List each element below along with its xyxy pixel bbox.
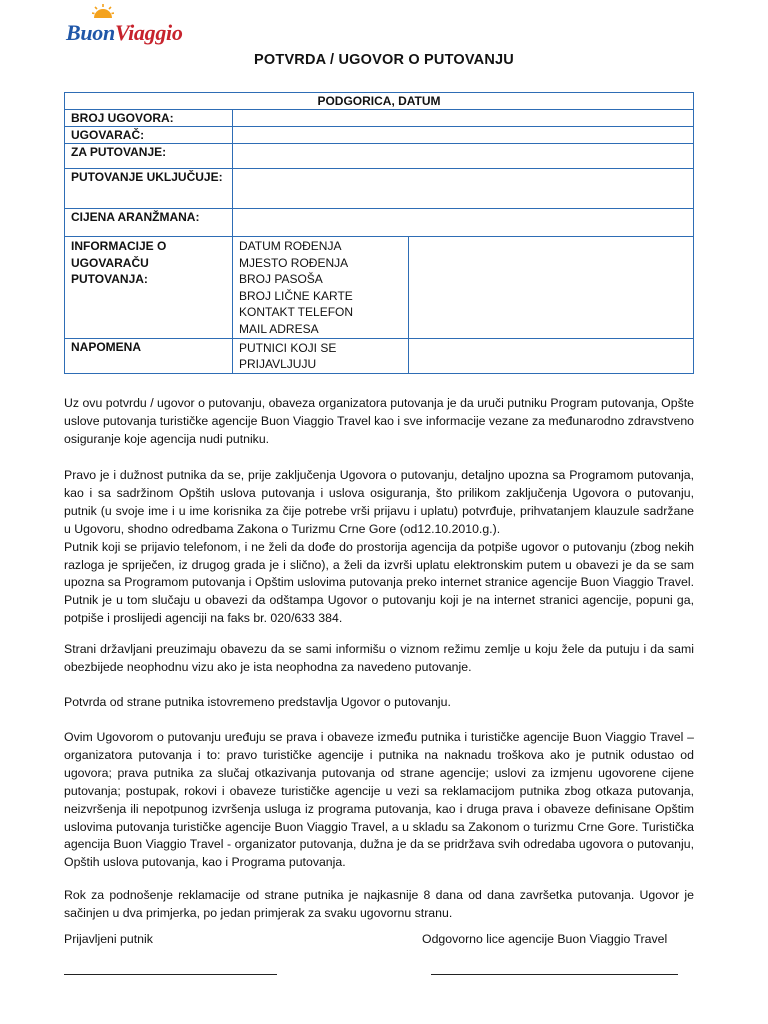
paragraph-3 — [64, 641, 694, 677]
contractor-info-values[interactable] — [409, 237, 694, 339]
paragraph-2 — [64, 467, 694, 628]
paragraph-text: Putnik koji se prijavio telefonom, i ne želi da dođe do prostorija agencija da potpiše ugovor o putovanju (zbog nekih razloga je spriječen, iz drugog grada je i slično), a želi da izvrši uplatu elektronskim putem u obavezi je da se sam upozna sa Programom putovanja i Opštim uslovima putovanja preko internet stranice agencije Buon Viaggio Travel. Putnik je u tom slučaju u obavezi da odštampa Ugovor o putovanju koji je na internet stranici agencije, popuni ga, potpiše i proslijedi agenciji na faks br. 020/633 384. — [64, 539, 694, 626]
contract-form-table — [64, 92, 694, 374]
paragraph-text: Rok za podnošenje reklamacije od strane putnika je najkasnije 8 dana od dana završetka putovanja. Ugovor je sačinjen u dva primjerka, po jedan primjerak za svaku ugovornu stranu. — [64, 888, 694, 920]
paragraph-4 — [64, 694, 694, 712]
info-field-label: BROJ PASOŠA — [239, 272, 323, 286]
row-label-trip: ZA PUTOVANJE: — [65, 144, 233, 169]
logo-part-2: Viaggio — [114, 20, 183, 45]
logo-part-1: Buon — [66, 20, 115, 45]
form-header: PODGORICA, DATUM — [65, 93, 694, 110]
paragraph-5 — [64, 729, 694, 872]
row-label-note: NAPOMENA — [65, 339, 233, 374]
agency-signature-line[interactable] — [431, 974, 678, 975]
traveler-signature-label: Prijavljeni putnik — [64, 932, 153, 946]
sun-icon — [92, 4, 114, 18]
row-label-trip-includes: PUTOVANJE UKLJUČUJE: — [65, 169, 233, 209]
paragraph-6 — [64, 887, 694, 923]
traveler-signature-line[interactable] — [64, 974, 277, 975]
paragraph-text: Ovim Ugovorom o putovanju uređuju se prava i obaveze između putnika i turističke agencije Buon Viaggio Travel – organizatora putovanja i to: pravo turističke agencije i putnika na naknadu troškova ako je putnik odustao od ugovora; prava putnika za slučaj otkazivanja putovanja od strane agencije; uslovi za izmjenu ugovorene cijene putovanja; postupak, rokovi i obaveze turističke agencije u vezi sa reklamacijom putnika zbog otkaza putovanja, neizvršenja ili nepotpunog izvršenja usluga iz programa putovanja, kao i druga prava i obaveze definisane Opštim uslovima putovanja turističke agencije Buon Viaggio Travel, a u skladu sa Zakonom o turizmu Crne Gore. Turistička agencija Buon Viaggio Travel - organizator putovanja, dužna je da se pridržava svih odredaba ugovora o putovanju, Opštih uslova putovanja, kao i Programa putovanja. — [64, 730, 694, 870]
info-field-label: BROJ LIČNE KARTE — [239, 288, 353, 303]
trip-includes-field[interactable] — [233, 169, 694, 209]
paragraph-text: Uz ovu potvrdu / ugovor o putovanju, obaveza organizatora putovanja je da uruči putniku Program putovanja, Opšte uslove putovanja turističke agencije Buon Viaggio Travel kao i sve informacije vezane za međunarodno zdravstveno osiguranje koje agencija nudi putniku. — [64, 396, 695, 446]
logo-wordmark — [66, 20, 183, 46]
paragraph-1 — [64, 395, 694, 449]
info-field-label: DATUM ROĐENJA — [239, 239, 342, 253]
info-field-label: MAIL ADRESA — [239, 321, 319, 336]
info-field-label: KONTAKT TELEFON — [239, 305, 354, 319]
row-label-contractor: UGOVARAČ: — [65, 127, 233, 144]
note-travelers-label: PUTNICI KOJI SE PRIJAVLJUJU — [233, 339, 409, 374]
agency-signature-label: Odgovorno lice agencije Buon Viaggio Travel — [422, 932, 668, 946]
info-field-label: MJESTO ROĐENJA — [239, 255, 349, 270]
page-title: POTVRDA / UGOVOR O PUTOVANJU — [254, 52, 514, 68]
row-label-contractor-info: INFORMACIJE O UGOVARAČU PUTOVANJA: — [65, 237, 233, 339]
note-travelers-values[interactable] — [409, 339, 694, 374]
company-logo — [64, 6, 199, 48]
row-label-contract-number: BROJ UGOVORA: — [65, 110, 233, 127]
contractor-info-fields — [233, 237, 409, 339]
price-field[interactable] — [233, 209, 694, 237]
paragraph-text: Potvrda od strane putnika istovremeno predstavlja Ugovor o putovanju. — [64, 695, 451, 709]
contract-number-field[interactable] — [233, 110, 694, 127]
trip-field[interactable] — [233, 144, 694, 169]
paragraph-text: Strani državljani preuzimaju obavezu da se sami informišu o viznom režimu zemlje u koju žele da putuju i da sami obezbijede neophodnu vizu ako je ista neophodna za navedeno putovanje. — [64, 642, 694, 674]
paragraph-text: Pravo je i dužnost putnika da se, prije zaključenja Ugovora o putovanju, detaljno upozna sa Programom putovanja, kao i sa sadržinom Opštih uslova putovanja i uslova osiguranja, što prilikom zaključenja Ugovora o putovanju, putnik (u svoje ime i u ime korisnika za čije potrebe vrši prijavu i uplatu) potvrđuje, prihvatanjem klauzule sadržane u Ugovoru, shodno odredbama Zakona o Turizmu Crne Gore (od12.10.2010.g.). — [64, 468, 694, 536]
contractor-field[interactable] — [233, 127, 694, 144]
row-label-price: CIJENA ARANŽMANA: — [65, 209, 233, 237]
